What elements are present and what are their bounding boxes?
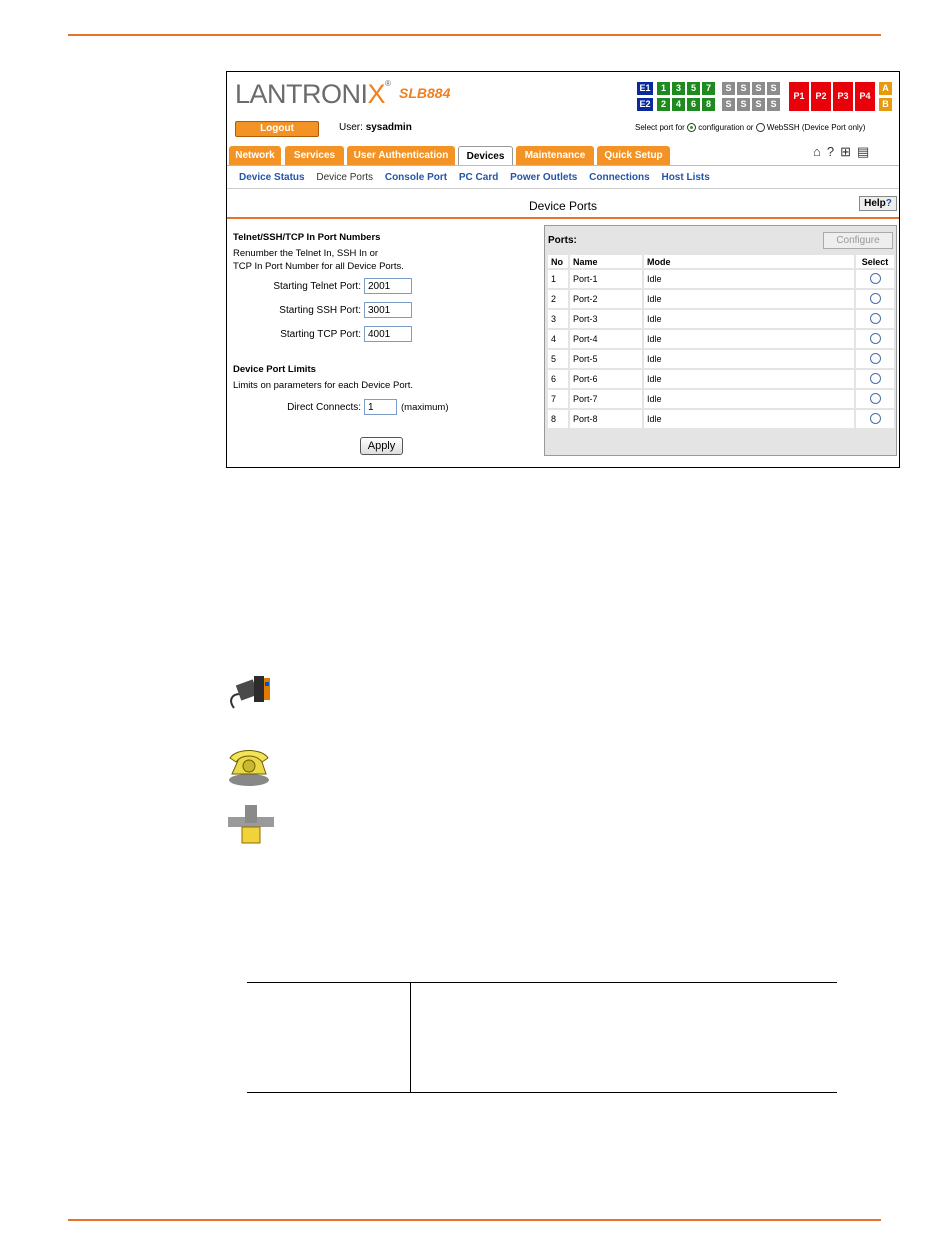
table-row	[548, 290, 894, 308]
port-cell-s-1[interactable]: S	[722, 82, 735, 95]
port-mode: Idle	[644, 330, 854, 348]
title-divider	[227, 217, 899, 219]
screenshot-frame	[226, 71, 900, 468]
port-name: Port-8	[570, 410, 642, 428]
table-row	[548, 370, 894, 388]
col-no: No	[548, 255, 568, 268]
direct-connects-input[interactable]: 1	[364, 399, 397, 415]
subnav-device-status[interactable]: Device Status	[239, 172, 305, 183]
serial-cable-icon	[226, 670, 274, 712]
port-select-radio[interactable]	[870, 413, 881, 424]
model-name: SLB884	[399, 85, 451, 101]
subnav-device-ports[interactable]: Device Ports	[316, 172, 374, 183]
direct-connects-suffix: (maximum)	[401, 402, 449, 413]
log-icon[interactable]: ▤	[857, 144, 870, 159]
port-cell-6-2[interactable]: 6	[687, 98, 700, 111]
port-select-cell	[856, 350, 894, 368]
port-cell-1-1[interactable]: 1	[657, 82, 670, 95]
port-mode: Idle	[644, 310, 854, 328]
port-name: Port-1	[570, 270, 642, 288]
telnet-port-input[interactable]: 2001	[364, 278, 412, 294]
subnav-host-lists[interactable]: Host Lists	[661, 172, 710, 183]
port-select-radio[interactable]	[870, 393, 881, 404]
telnet-section-desc1: Renumber the Telnet In, SSH In or	[233, 248, 379, 259]
port-cell-e1-1[interactable]: E1	[637, 82, 653, 95]
telnet-section-desc2: TCP In Port Number for all Device Ports.	[233, 261, 404, 272]
port-name: Port-4	[570, 330, 642, 348]
table-row	[548, 410, 894, 428]
bottom-rule	[68, 1219, 881, 1221]
telnet-port-label: Starting Telnet Port:	[273, 281, 361, 292]
port-mode: Idle	[644, 370, 854, 388]
port-mode: Idle	[644, 390, 854, 408]
apply-button[interactable]: Apply	[360, 437, 403, 455]
port-name: Port-3	[570, 310, 642, 328]
port-name: Port-5	[570, 350, 642, 368]
port-no: 3	[548, 310, 568, 328]
ssh-port-label: Starting SSH Port:	[279, 305, 361, 316]
help-button[interactable]: Help?	[859, 196, 897, 211]
user-info: User: sysadmin	[339, 122, 412, 133]
tab-baseline	[227, 165, 899, 166]
table-row	[548, 390, 894, 408]
power-cell-p4[interactable]: P4	[855, 82, 875, 111]
port-no: 7	[548, 390, 568, 408]
webssh-radio[interactable]	[756, 123, 765, 132]
port-select-cell	[856, 270, 894, 288]
top-rule	[68, 34, 881, 36]
port-cell-s-2[interactable]: S	[767, 98, 780, 111]
port-mode: Idle	[644, 350, 854, 368]
logout-button[interactable]: Logout	[235, 121, 319, 137]
port-select-mode: Select port for configuration or WebSSH (Device Port only)	[635, 123, 866, 132]
port-no: 6	[548, 370, 568, 388]
ports-panel	[544, 225, 897, 456]
port-cell-8-2[interactable]: 8	[702, 98, 715, 111]
tab-services[interactable]: Services	[285, 146, 344, 166]
port-select-radio[interactable]	[870, 353, 881, 364]
network-connector-icon	[226, 803, 276, 847]
definition-table	[247, 982, 837, 1093]
port-select-radio[interactable]	[870, 333, 881, 344]
port-select-cell	[856, 370, 894, 388]
power-strip-cell-a[interactable]: A	[879, 82, 892, 95]
port-cell-s-2[interactable]: S	[752, 98, 765, 111]
port-cell-s-2[interactable]: S	[722, 98, 735, 111]
tab-maintenance[interactable]: Maintenance	[516, 146, 594, 166]
subnav-console-port[interactable]: Console Port	[384, 172, 448, 183]
power-cell-p1[interactable]: P1	[789, 82, 809, 111]
port-cell-s-1[interactable]: S	[737, 82, 750, 95]
port-select-cell	[856, 330, 894, 348]
subnav-pc-card[interactable]: PC Card	[458, 172, 499, 183]
port-select-cell	[856, 290, 894, 308]
port-no: 4	[548, 330, 568, 348]
port-cell-s-2[interactable]: S	[737, 98, 750, 111]
home-icon[interactable]: ⌂	[813, 144, 821, 159]
tcp-port-input[interactable]: 4001	[364, 326, 412, 342]
port-name: Port-2	[570, 290, 642, 308]
ssh-port-input[interactable]: 3001	[364, 302, 412, 318]
page-title: Device Ports	[528, 199, 598, 213]
limits-section-desc: Limits on parameters for each Device Port.	[233, 380, 414, 391]
direct-connects-label: Direct Connects:	[287, 402, 361, 413]
subnav-divider	[227, 188, 899, 189]
subnav-power-outlets[interactable]: Power Outlets	[510, 172, 578, 183]
tab-quick-setup[interactable]: Quick Setup	[597, 146, 670, 166]
table-row	[548, 270, 894, 288]
port-no: 1	[548, 270, 568, 288]
ports-table	[546, 253, 896, 430]
telephone-icon	[226, 748, 272, 788]
definition-table-divider	[410, 983, 411, 1092]
col-mode: Mode	[644, 255, 854, 268]
sitemap-icon[interactable]: ⊞	[840, 144, 851, 159]
col-name: Name	[570, 255, 642, 268]
ports-table-header	[548, 255, 894, 268]
port-name: Port-7	[570, 390, 642, 408]
power-cell-p2[interactable]: P2	[811, 82, 831, 111]
table-row	[548, 350, 894, 368]
table-row	[548, 310, 894, 328]
subnav-connections[interactable]: Connections	[589, 172, 650, 183]
ports-title: Ports:	[548, 235, 577, 246]
port-select-cell	[856, 310, 894, 328]
configure-button[interactable]: Configure	[823, 232, 893, 249]
lantronix-logo: LANTRONIX®	[235, 79, 391, 109]
tab-network[interactable]: Network	[229, 146, 281, 166]
port-cell-e2-2[interactable]: E2	[637, 98, 653, 111]
power-strip-cell-b[interactable]: B	[879, 98, 892, 111]
port-mode: Idle	[644, 270, 854, 288]
port-select-radio[interactable]	[870, 273, 881, 284]
toolbar-icons	[813, 144, 875, 160]
port-mode: Idle	[644, 290, 854, 308]
port-select-radio[interactable]	[870, 313, 881, 324]
limits-section-heading: Device Port Limits	[233, 364, 316, 375]
sub-navigation	[239, 172, 719, 183]
tcp-port-label: Starting TCP Port:	[280, 329, 361, 340]
port-select-cell	[856, 390, 894, 408]
port-cell-s-1[interactable]: S	[767, 82, 780, 95]
tab-user-authentication[interactable]: User Authentication	[347, 146, 455, 166]
configuration-radio[interactable]	[687, 123, 696, 132]
table-row	[548, 330, 894, 348]
port-cell-s-1[interactable]: S	[752, 82, 765, 95]
port-select-cell	[856, 410, 894, 428]
port-name: Port-6	[570, 370, 642, 388]
port-select-radio[interactable]	[870, 293, 881, 304]
telnet-section-heading: Telnet/SSH/TCP In Port Numbers	[233, 232, 381, 243]
port-select-radio[interactable]	[870, 373, 881, 384]
port-cell-2-2[interactable]: 2	[657, 98, 670, 111]
power-cell-p3[interactable]: P3	[833, 82, 853, 111]
port-mode: Idle	[644, 410, 854, 428]
port-no: 8	[548, 410, 568, 428]
tab-devices[interactable]: Devices	[458, 146, 513, 166]
port-no: 2	[548, 290, 568, 308]
port-no: 5	[548, 350, 568, 368]
port-cell-7-1[interactable]: 7	[702, 82, 715, 95]
col-select: Select	[856, 255, 894, 268]
port-cell-3-1[interactable]: 3	[672, 82, 685, 95]
port-cell-4-2[interactable]: 4	[672, 98, 685, 111]
port-cell-5-1[interactable]: 5	[687, 82, 700, 95]
help-icon[interactable]: ?	[826, 144, 835, 159]
